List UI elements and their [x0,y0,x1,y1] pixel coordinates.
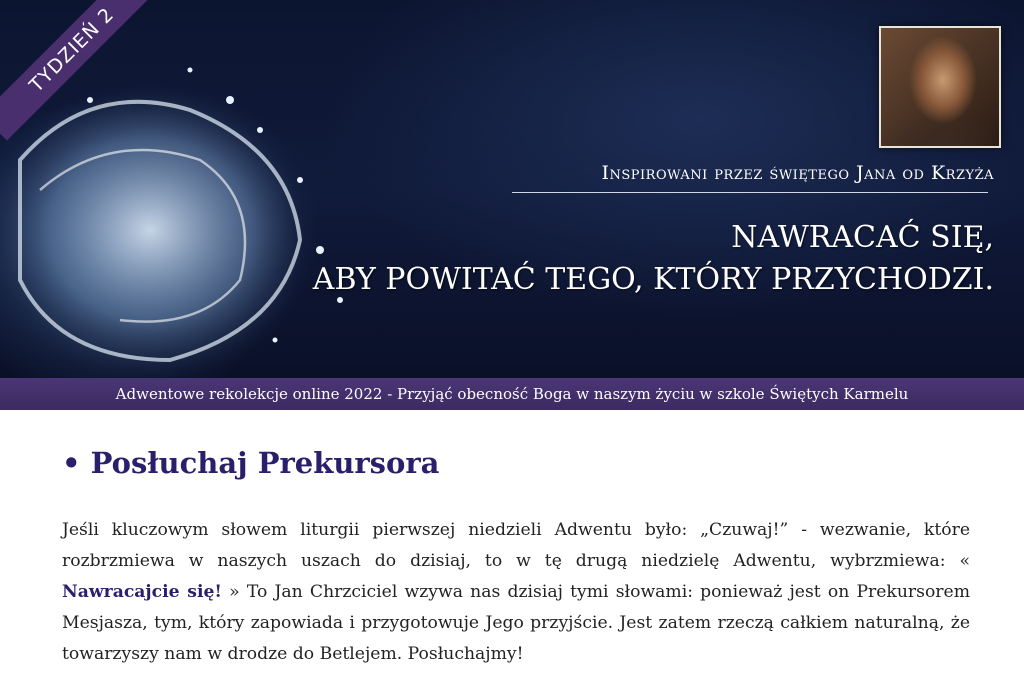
water-splash-image [0,40,380,378]
saint-portrait-image [879,26,1001,148]
paragraph-text-end: » To Jan Chrzciciel wzywa nas dzisiaj tymi słowami: ponieważ jest on Prekursorem Mesjasza, tym, który zapowiada i przygotowuje Jego przyjście. Jest zatem rzeczą całkiem naturalną, że towarzyszy nam w drodze do Betlejem. Posłuchajmy! [62,582,970,664]
week-ribbon: TYDZIEŃ 2 [0,0,163,141]
banner-title-line1: NAWRACAĆ SIĘ, [731,220,994,255]
banner-caption-bar: Adwentowe rekolekcje online 2022 - Przyjąć obecność Boga w naszym życiu w szkole Świętych Karmelu [0,378,1024,410]
paragraph-text-start: Jeśli kluczowym słowem liturgii pierwszej niedzieli Adwentu było: „Czuwaj!” - wezwanie, które rozbrzmiewa w naszych uszach do dzisiaj, to w tę drugą niedzielę Adwentu, wybrzmiewa: « [62,520,970,571]
article-content [62,446,970,670]
banner-divider [512,192,988,193]
section-heading: • Posłuchaj Prekursora [62,446,440,480]
paragraph-emphasis: Nawracajcie się! [62,582,222,602]
banner-subtitle: Inspirowani przez świętego Jana od Krzyża [601,162,994,184]
article-paragraph [62,515,970,670]
banner-title-line2: ABY POWITAĆ TEGO, KTÓRY PRZYCHODZI. [312,262,994,297]
